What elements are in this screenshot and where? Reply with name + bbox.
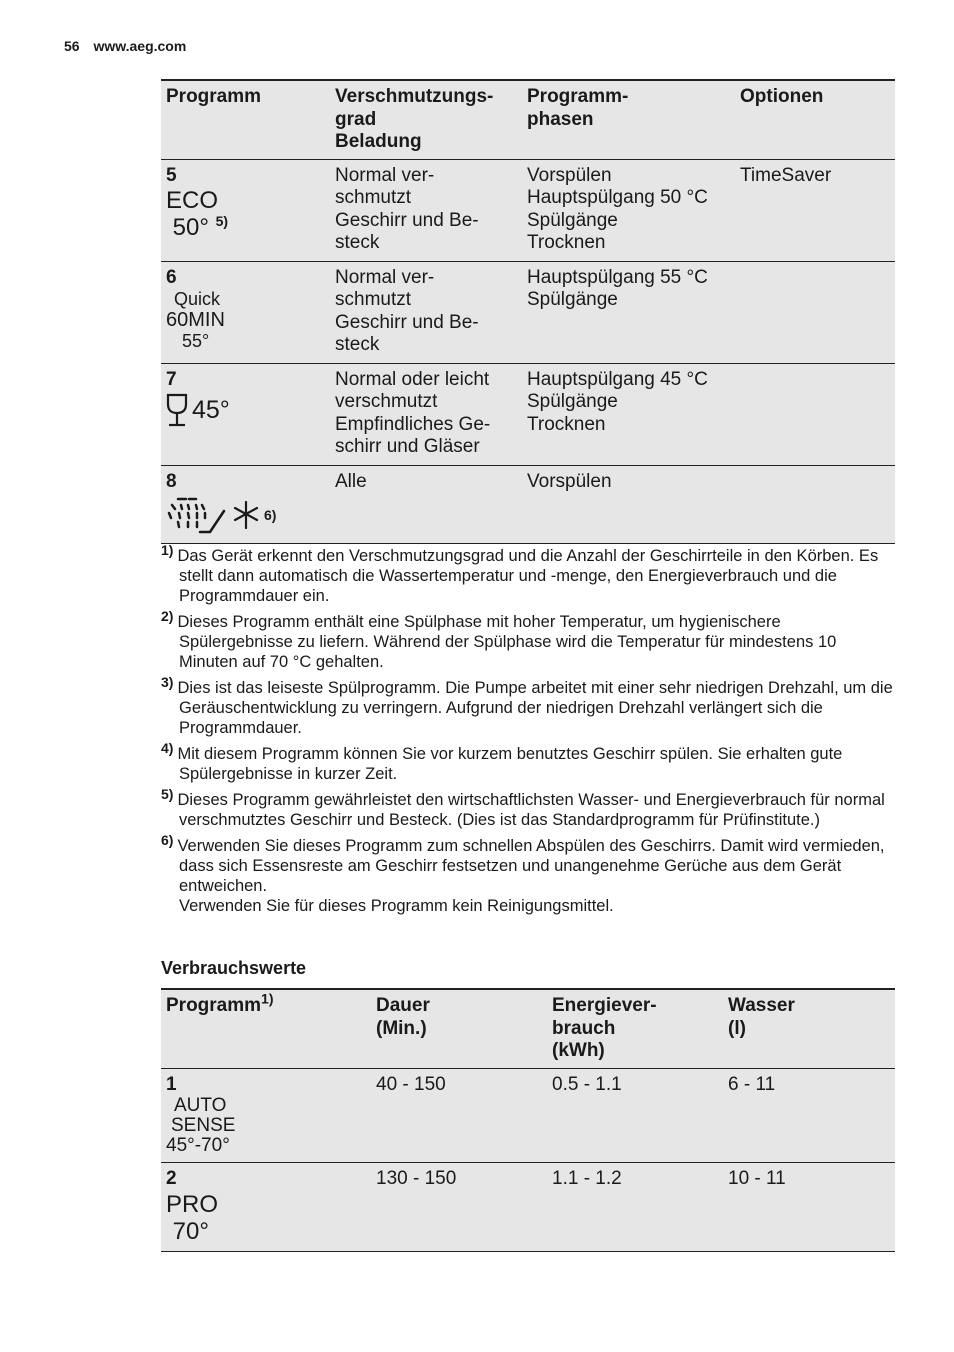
header-water: Wasser (l) [723,989,895,1068]
soil-cell: Normal ver- schmutzt Geschirr und Be- steck [330,159,522,261]
phases-cell: Hauptspülgang 45 °C Spülgänge Trocknen [522,363,735,465]
table-header-row [161,989,895,1068]
table-row [161,465,895,543]
glass-temperature: 45° [192,395,230,424]
program-cell [161,363,330,465]
footnote [161,607,895,672]
footnote-text: Verwenden Sie dieses Programm zum schnellen Abspülen des Geschirrs. Damit wird vermieden, dass sich Essensreste am Geschirr festsetzen und unangenehme Gerüche aus dem Gerät entweichen. Verwenden Sie für dieses Programm kein Reinigungsmittel. [177,837,885,915]
options-cell [735,363,895,465]
table-row [161,261,895,363]
phases-cell: Vorspülen Hauptspülgang 50 °C Spülgänge Trocknen [522,159,735,261]
footnote-text: Dieses Programm enthält eine Spülphase mit hoher Temperatur, um hygienischere Spülergebnisse zu liefern. Während der Spülphase wird die Temperatur für mindestens 10 Minuten auf 70 °C gehalten. [177,613,837,671]
footnote-text: Mit diesem Programm können Sie vor kurzem benutztes Geschirr spülen. Sie erhalten gute Spülergebnisse in kurzer Zeit. [177,745,843,783]
footnote-marker: 5) [161,785,174,802]
page-header [64,38,186,54]
section-heading: Verbrauchswerte [161,958,307,978]
eco-symbol-label: ECO [166,187,219,214]
rinse-hold-icon [232,500,260,530]
header-options: Optionen [735,80,895,159]
auto-temperature-range: 45°-70° [166,1135,230,1156]
program-number: 7 [166,368,177,390]
eco-temperature: 50° [172,214,209,241]
water-cell: 10 - 11 [723,1163,895,1252]
footnote [161,673,895,738]
footnote [161,831,895,916]
energy-cell: 1.1 - 1.2 [547,1163,723,1252]
footnote-ref: 1) [261,990,274,1007]
quick-duration: 60MIN [166,309,225,331]
header-phases: Programm- phasen [522,80,735,159]
sense-symbol-label: SENSE [171,1115,236,1136]
footnote [161,739,895,784]
program-number: 5 [166,164,177,186]
program-number: 2 [166,1168,177,1189]
page-number: 56 [64,38,80,54]
program-table [161,79,895,544]
program-number: 6 [166,266,177,288]
auto-symbol-label: AUTO [174,1095,227,1116]
footnote-marker: 6) [161,831,174,848]
soil-cell: Alle [330,465,522,543]
footnotes [161,541,895,922]
consumption-table [161,988,895,1252]
program-cell [161,1163,371,1252]
options-cell [735,261,895,363]
footnote-ref: 5) [215,213,229,229]
footnote-text: Dieses Programm gewährleistet den wirtschaftlichsten Wasser- und Energieverbrauch für normal verschmutztes Geschirr und Besteck. (Dies ist das Standardprogramm für Prüfinstitute.) [177,791,885,829]
soil-cell: Normal ver- schmutzt Geschirr und Be- steck [330,261,522,363]
water-cell: 6 - 11 [723,1068,895,1163]
table-row [161,1068,895,1163]
table-row [161,363,895,465]
program-number: 1 [166,1073,177,1095]
program-cell [161,261,330,363]
footnote-marker: 1) [161,541,174,558]
header-programm [161,989,371,1068]
pro-symbol-label: PRO [166,1190,219,1218]
footnote-text: Dies ist das leiseste Spülprogramm. Die Pumpe arbeitet mit einer sehr niedrigen Drehzahl, um die Geräuschentwicklung zu verringern. Aufgrund der niedrigen Drehzahl verlängert sich die Programmdauer. [177,679,893,737]
header-programm: Programm [161,80,330,159]
header-label: Programm [166,995,262,1016]
header-soil-level: Verschmutzungs- grad Beladung [330,80,522,159]
footnote-marker: 2) [161,607,174,624]
soil-cell: Normal oder leicht verschmutzt Empfindliches Ge- schirr und Gläser [330,363,522,465]
quick-temperature: 55° [182,331,210,351]
table-row [161,159,895,261]
options-cell [735,465,895,543]
table-row [161,1163,895,1252]
footnote [161,785,895,830]
duration-cell: 130 - 150 [371,1163,547,1252]
program-cell: 8 6) [161,465,330,543]
options-cell: TimeSaver [735,159,895,261]
header-duration: Dauer (Min.) [371,989,547,1068]
duration-cell: 40 - 150 [371,1068,547,1163]
wine-glass-icon [166,393,188,427]
program-cell [161,1068,371,1163]
header-energy: Energiever- brauch (kWh) [547,989,723,1068]
quick-symbol-label: Quick [174,289,221,309]
website-link[interactable]: www.aeg.com [93,38,187,54]
program-number: 8 [166,470,177,492]
pro-temperature: 70° [172,1217,209,1245]
rinse-spray-icon [166,495,228,535]
footnote [161,541,895,606]
energy-cell: 0.5 - 1.1 [547,1068,723,1163]
footnote-marker: 4) [161,739,174,756]
table-header-row [161,80,895,159]
phases-cell: Vorspülen [522,465,735,543]
footnote-marker: 3) [161,673,174,690]
phases-cell: Hauptspülgang 55 °C Spülgänge [522,261,735,363]
program-cell [161,159,330,261]
footnote-text: Das Gerät erkennt den Verschmutzungsgrad und die Anzahl der Geschirrteile in den Körben. Es stellt dann automatisch die Wassertemperatur und -menge, den Energieverbrauch und die Programmdauer ein. [177,547,879,605]
